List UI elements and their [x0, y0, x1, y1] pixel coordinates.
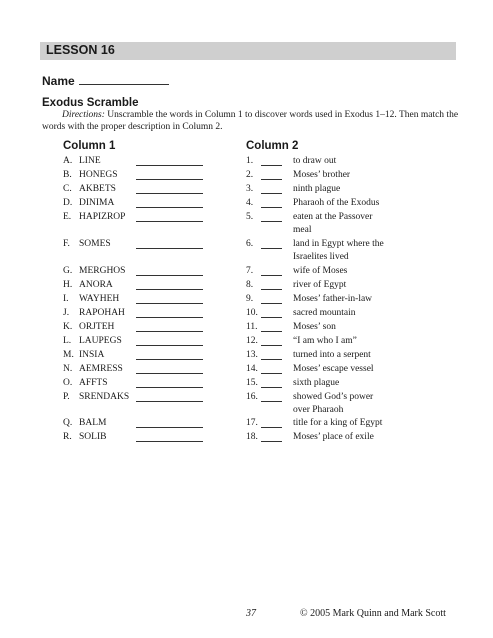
item-number: 9. — [246, 294, 254, 304]
item-letter: E. — [63, 212, 72, 222]
page-number: 37 — [246, 608, 256, 619]
match-blank[interactable] — [261, 221, 282, 222]
scrambled-word: SOMES — [79, 239, 111, 249]
item-number: 14. — [246, 364, 258, 374]
scrambled-word: SRENDAKS — [79, 392, 130, 402]
column-1-item — [63, 335, 233, 347]
column-2-item — [246, 279, 466, 291]
match-blank[interactable] — [261, 373, 282, 374]
column-1-item — [63, 238, 233, 250]
answer-blank[interactable] — [136, 207, 203, 208]
match-blank[interactable] — [261, 441, 282, 442]
item-number: 18. — [246, 432, 258, 442]
footer — [246, 608, 446, 619]
description: turned into a serpent — [293, 350, 371, 360]
column-2-item — [246, 238, 466, 262]
match-blank[interactable] — [261, 317, 282, 318]
answer-blank[interactable] — [136, 289, 203, 290]
scrambled-word: DINIMA — [79, 198, 115, 208]
item-letter: A. — [63, 156, 73, 166]
item-number: 6. — [246, 239, 254, 249]
column-2-item — [246, 307, 466, 319]
item-number: 16. — [246, 392, 258, 402]
match-blank[interactable] — [261, 345, 282, 346]
name-blank[interactable] — [79, 73, 169, 85]
column-2-item — [246, 197, 466, 209]
answer-blank[interactable] — [136, 331, 203, 332]
item-letter: H. — [63, 280, 73, 290]
column-1-item — [63, 279, 233, 291]
column-1-item — [63, 391, 233, 403]
match-blank[interactable] — [261, 207, 282, 208]
scrambled-word: HONEGS — [79, 170, 118, 180]
description: Moses’ father-in-law — [293, 294, 373, 304]
item-number: 5. — [246, 212, 254, 222]
column-1-item — [63, 377, 233, 389]
scrambled-word: BALM — [79, 418, 107, 428]
column-2-item — [246, 377, 466, 389]
description: “I am who I am” — [293, 336, 357, 346]
item-number: 3. — [246, 184, 254, 194]
column-2-item — [246, 363, 466, 375]
column-2-item — [246, 169, 466, 181]
answer-blank[interactable] — [136, 345, 203, 346]
scrambled-word: ANORA — [79, 280, 113, 290]
scrambled-word: WAYHEH — [79, 294, 120, 304]
answer-blank[interactable] — [136, 165, 203, 166]
description: title for a king of Egypt — [293, 418, 383, 428]
item-letter: K. — [63, 322, 73, 332]
name-label: Name — [42, 74, 75, 88]
column-1-item — [63, 349, 233, 361]
answer-blank[interactable] — [136, 441, 203, 442]
description: showed God’s power — [293, 392, 374, 402]
match-blank[interactable] — [261, 165, 282, 166]
item-number: 17. — [246, 418, 258, 428]
description: Moses’ escape vessel — [293, 364, 374, 374]
match-blank[interactable] — [261, 179, 282, 180]
item-letter: I. — [63, 294, 69, 304]
item-letter: J. — [63, 308, 70, 318]
match-blank[interactable] — [261, 331, 282, 332]
item-letter: G. — [63, 266, 73, 276]
match-blank[interactable] — [261, 275, 282, 276]
description: to draw out — [293, 156, 337, 166]
item-letter: F. — [63, 239, 70, 249]
description: river of Egypt — [293, 280, 347, 290]
scrambled-word: AEMRESS — [79, 364, 123, 374]
scrambled-word: SOLIB — [79, 432, 107, 442]
match-blank[interactable] — [261, 289, 282, 290]
match-blank[interactable] — [261, 248, 282, 249]
item-letter: D. — [63, 198, 73, 208]
column-1-item — [63, 197, 233, 209]
description: land in Egypt where the — [293, 239, 384, 249]
item-number: 7. — [246, 266, 254, 276]
column-1-item — [63, 169, 233, 181]
answer-blank[interactable] — [136, 179, 203, 180]
scrambled-word: HAPIZROP — [79, 212, 126, 222]
column-1-item — [63, 293, 233, 305]
item-letter: M. — [63, 350, 74, 360]
item-number: 13. — [246, 350, 258, 360]
column-1-item — [63, 431, 233, 443]
item-number: 2. — [246, 170, 254, 180]
column-2-item — [246, 183, 466, 195]
column-2-item — [246, 391, 466, 415]
scrambled-word: ORJTEH — [79, 322, 115, 332]
answer-blank[interactable] — [136, 387, 203, 388]
item-number: 12. — [246, 336, 258, 346]
description: wife of Moses — [293, 266, 348, 276]
column-2-item — [246, 155, 466, 167]
item-number: 15. — [246, 378, 258, 388]
item-letter: O. — [63, 378, 73, 388]
column-2-item — [246, 349, 466, 361]
scrambled-word: INSIA — [79, 350, 105, 360]
scrambled-word: AFFTS — [79, 378, 108, 388]
column-2-item — [246, 335, 466, 347]
description-continued: meal — [293, 225, 312, 235]
column-1-item — [63, 155, 233, 167]
match-blank[interactable] — [261, 387, 282, 388]
column-1-item — [63, 307, 233, 319]
column-1-heading: Column 1 — [63, 140, 116, 152]
column-2-item — [246, 431, 466, 443]
description-continued: Israelites lived — [293, 252, 349, 262]
scrambled-word: AKBETS — [79, 184, 116, 194]
directions-line-2: words with the proper description in Column 2. — [42, 122, 223, 132]
column-1-item — [63, 183, 233, 195]
match-blank[interactable] — [261, 427, 282, 428]
column-1-item — [63, 417, 233, 429]
name-row — [42, 73, 169, 88]
item-number: 8. — [246, 280, 254, 290]
description: Moses’ place of exile — [293, 432, 374, 442]
item-number: 4. — [246, 198, 254, 208]
answer-blank[interactable] — [136, 373, 203, 374]
column-2-heading: Column 2 — [246, 140, 299, 152]
answer-blank[interactable] — [136, 303, 203, 304]
item-letter: P. — [63, 392, 70, 402]
item-letter: Q. — [63, 418, 73, 428]
column-2-item — [246, 293, 466, 305]
column-1-item — [63, 363, 233, 375]
description: sixth plague — [293, 378, 340, 388]
item-letter: C. — [63, 184, 72, 194]
answer-blank[interactable] — [136, 275, 203, 276]
description: Pharaoh of the Exodus — [293, 198, 380, 208]
directions-lead: Directions: — [62, 110, 105, 120]
scrambled-word: MERGHOS — [79, 266, 126, 276]
section-title: Exodus Scramble — [42, 97, 139, 109]
item-letter: N. — [63, 364, 73, 374]
item-number: 11. — [246, 322, 258, 332]
match-blank[interactable] — [261, 359, 282, 360]
lesson-title: LESSON 16 — [46, 43, 115, 57]
scrambled-word: LAUPEGS — [79, 336, 122, 346]
description: ninth plague — [293, 184, 341, 194]
item-letter: B. — [63, 170, 72, 180]
scrambled-word: LINE — [79, 156, 101, 166]
answer-blank[interactable] — [136, 248, 203, 249]
answer-blank[interactable] — [136, 427, 203, 428]
item-number: 1. — [246, 156, 254, 166]
description: Moses’ son — [293, 322, 336, 332]
scrambled-word: RAPOHAH — [79, 308, 125, 318]
item-number: 10. — [246, 308, 258, 318]
directions — [42, 109, 458, 133]
column-2-item — [246, 211, 466, 235]
column-2-item — [246, 417, 466, 429]
answer-blank[interactable] — [136, 401, 203, 402]
match-blank[interactable] — [261, 193, 282, 194]
match-blank[interactable] — [261, 303, 282, 304]
answer-blank[interactable] — [136, 359, 203, 360]
item-letter: L. — [63, 336, 72, 346]
column-2-item — [246, 265, 466, 277]
match-blank[interactable] — [261, 401, 282, 402]
description: Moses’ brother — [293, 170, 351, 180]
directions-line-1: Unscramble the words in Column 1 to discover words used in Exodus 1–12. Then match the — [107, 110, 459, 120]
description: eaten at the Passover — [293, 212, 373, 222]
column-1-item — [63, 265, 233, 277]
answer-blank[interactable] — [136, 193, 203, 194]
answer-blank[interactable] — [136, 317, 203, 318]
copyright: © 2005 Mark Quinn and Mark Scott — [300, 608, 446, 619]
column-1-item — [63, 321, 233, 333]
lesson-header-bar — [40, 42, 456, 60]
answer-blank[interactable] — [136, 221, 203, 222]
description-continued: over Pharaoh — [293, 405, 344, 415]
column-1-item — [63, 211, 233, 223]
item-letter: R. — [63, 432, 72, 442]
description: sacred mountain — [293, 308, 356, 318]
column-2-item — [246, 321, 466, 333]
